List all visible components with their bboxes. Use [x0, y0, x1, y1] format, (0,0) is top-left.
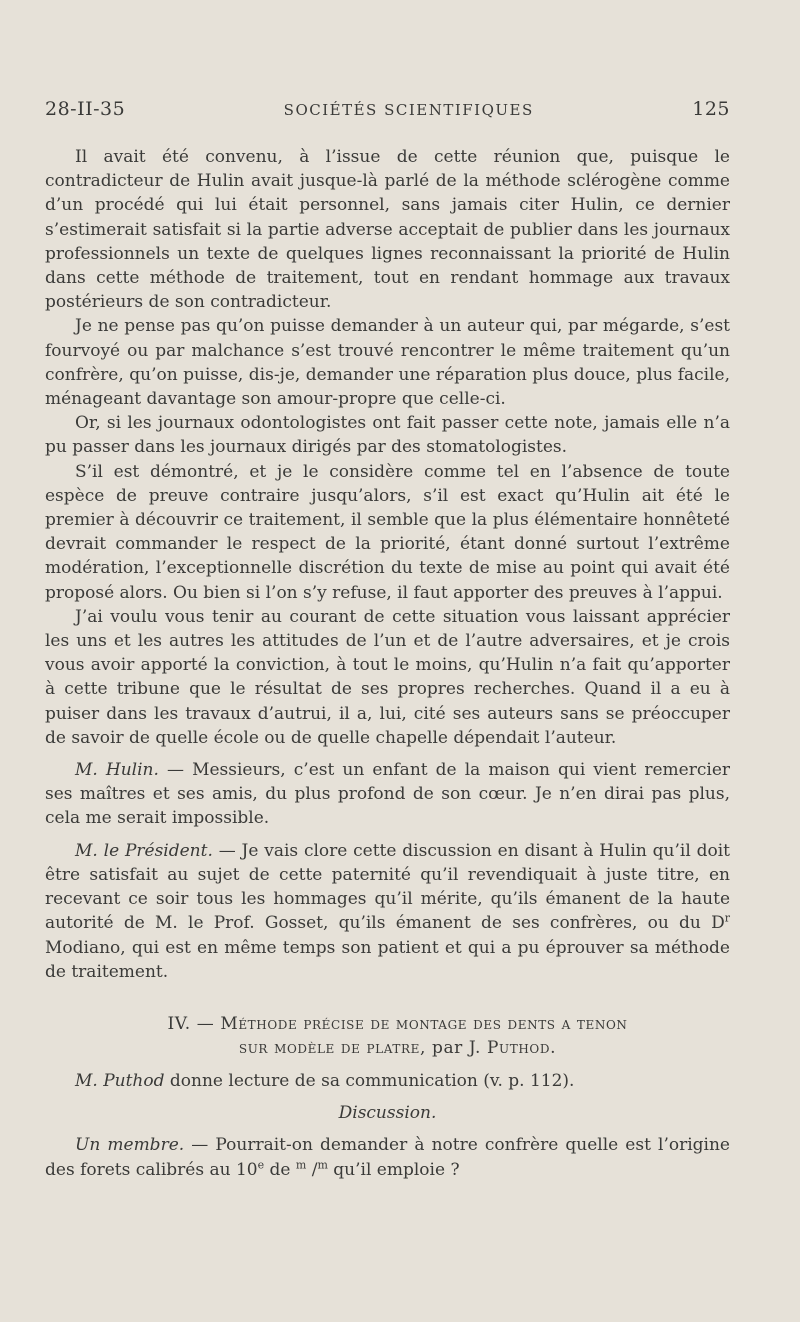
hulin-remark [45, 758, 730, 831]
speaker-name: M. le Président. [75, 840, 213, 861]
president-remark [45, 839, 730, 984]
superscript: r [724, 911, 730, 925]
speaker-name: Un membre. [75, 1135, 185, 1156]
remark-text: Modiano, qui est en même temps son patient et qui a pu éprouver sa méthode de traitement. [45, 937, 730, 982]
superscript: m [317, 1157, 328, 1171]
page-body [45, 145, 730, 1182]
remark-text: — Pourrait-on demander à notre confrère quelle est l’origine des forets calibrés au 10 [45, 1135, 730, 1180]
header-date: 28-II-35 [45, 98, 126, 120]
discussion-heading: Discussion. [338, 1103, 437, 1124]
header-title: SOCIÉTÉS SCIENTIFIQUES [283, 101, 534, 119]
paragraph: S’il est démontré, et je le considère comme tel en l’absence de toute espèce de preuve contraire jusqu’alors, s’il est exact qu’Hulin ait été le premier à découvrir ce traitement, il semble que la plus élémentaire honnêteté devrait commander le respect de la priorité, étant donné surtout l’extrême modération, l’exceptionnelle discrétion du texte de mise au point qui avait été proposé alors. Ou bien si l’on s’y refuse, il faut apporter des preuves à l’appui. [45, 461, 730, 603]
section-title-line1: Méthode précise de montage des dents a tenon [220, 1013, 628, 1034]
remark-text: — Messieurs, c’est un enfant de la maison qui vient remercier ses maîtres et ses amis, du plus profond de son cœur. Je n’en dirai pas plus, cela me serait impossible. [45, 760, 731, 829]
running-header [45, 98, 730, 120]
superscript: m [295, 1157, 307, 1171]
page-number: 125 [692, 98, 730, 120]
section-number: IV. — [167, 1013, 221, 1034]
remark-text: de [264, 1159, 296, 1180]
section-by: par J. [425, 1038, 488, 1059]
paragraph: Il avait été convenu, à l’issue de cette réunion que, puisque le contradicteur de Hulin avait jusque-là parlé de la méthode sclérogène comme d’un procédé qui lui était personnel, sans jamais citer Hulin, ce dernier s’estimerait satisfait si la partie adverse acceptait de publier dans les journaux professionnels un texte de quelques lignes reconnaissant la priorité de Hulin dans cette méthode de traitement, tout en rendant hommage aux travaux postérieurs de son contradicteur. [45, 147, 730, 313]
remark-text: / [306, 1159, 318, 1180]
section-title-line2: sur modèle de platre, [238, 1038, 426, 1059]
section-author: Puthod. [487, 1038, 557, 1059]
speaker-name: M. Puthod [75, 1070, 165, 1091]
paragraph: Or, si les journaux odontologistes ont fait passer cette note, jamais elle n’a pu passer dans les journaux dirigés par des stomatologistes. [45, 413, 730, 458]
paragraph: Je ne pense pas qu’on puisse demander à un auteur qui, par mégarde, s’est fourvoyé ou par malchance s’est trouvé rencontrer le même traitement qu’un confrère, qu’on puisse, dis-je, demander une réparation plus douce, plus facile, ménageant davantage son amour-propre que celle-ci. [45, 316, 730, 410]
puthod-remark [45, 1069, 730, 1093]
member-question [45, 1133, 730, 1181]
remark-text: qu’il emploie ? [327, 1159, 460, 1180]
paragraph: J’ai voulu vous tenir au courant de cette situation vous laissant apprécier les uns et les autres les attitudes de l’un et de l’autre adversaires, et je crois vous avoir apporté la conviction, à tout le moins, qu’Hulin n’a fait qu’apporter à cette tribune que le résultat de ses propres recherches. Quand il a eu à puiser dans les travaux d’autrui, il a, lui, cité ses auteurs sans se préoccuper de savoir de quelle école ou de quelle chapelle dépendait l’auteur. [45, 606, 730, 748]
section-heading [45, 1012, 730, 1061]
remark-text: — Je vais clore cette discussion en disant à Hulin qu’il doit être satisfait au sujet de cette paternité qu’il revendiquait à juste titre, en recevant ce soir tous les hommages qu’il mérite, qu’ils émanent de la haute autorité de M. le Prof. Gosset, qu’ils émanent de ses confrères, ou du D [45, 840, 730, 934]
speaker-name: M. Hulin. [75, 760, 159, 781]
superscript: e [257, 1157, 265, 1171]
remark-text: donne lecture de sa communication (v. p. 112). [164, 1070, 575, 1091]
